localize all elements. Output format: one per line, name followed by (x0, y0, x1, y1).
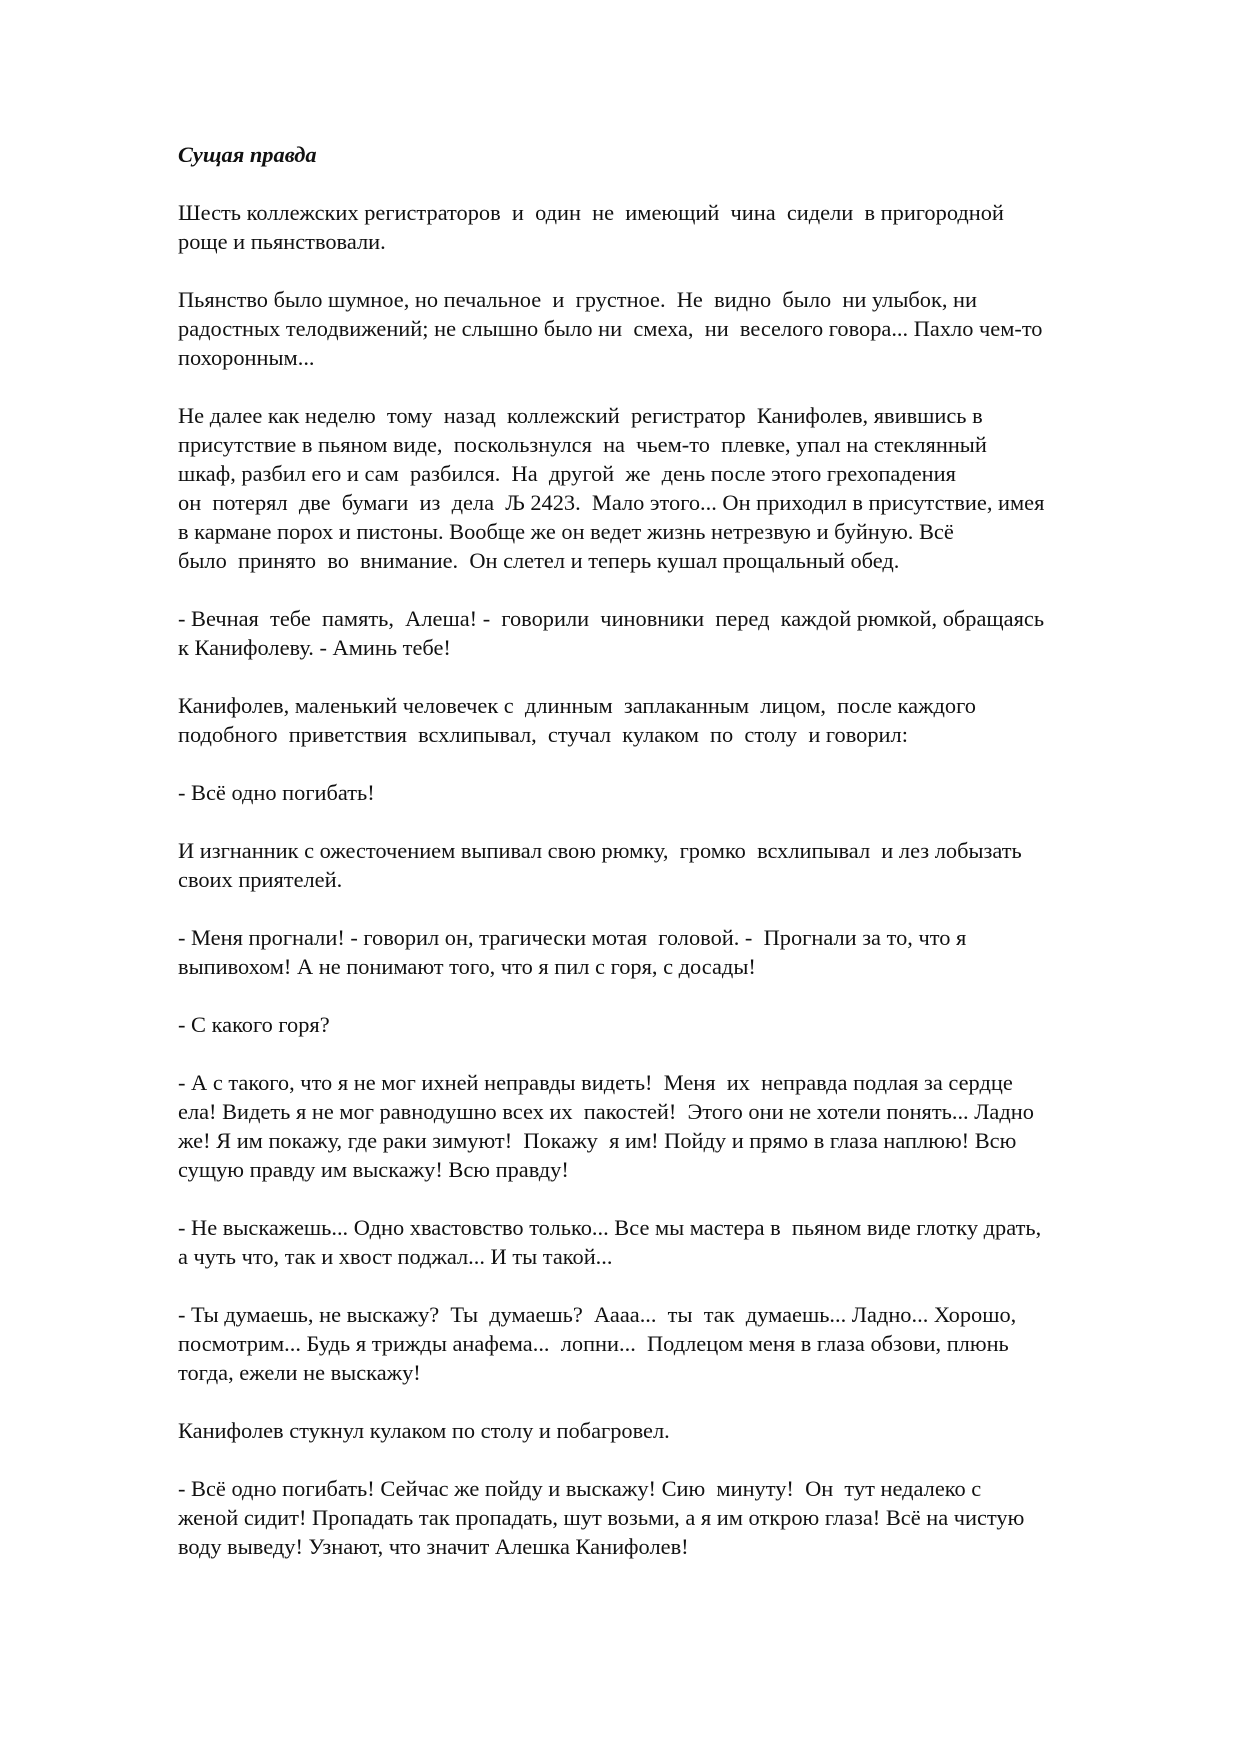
text-line: - Ты думаешь, не выскажу? Ты думаешь? Аааа... ты так думаешь... Ладно... Хорошо, (178, 1302, 1017, 1327)
text-line: - Меня прогнали! - говорил он, трагически мотая головой. - Прогнали за то, что я (178, 925, 967, 950)
paragraph (178, 285, 1158, 372)
text-line: присутствие в пьяном виде, поскользнулся на чьем-то плевке, упал на стеклянный (178, 432, 987, 457)
text-line: выпивохом! А не понимают того, что я пил с горя, с досады! (178, 954, 756, 979)
paragraph (178, 836, 1158, 894)
text-line: - А с такого, что я не мог ихней неправды видеть! Меня их неправда подлая за сердце (178, 1070, 1013, 1095)
text-line: ела! Видеть я не мог равнодушно всех их пакостей! Этого они не хотели понять... Ладно (178, 1099, 1034, 1124)
text-line: женой сидит! Пропадать так пропадать, шут возьми, а я им открою глаза! Всё на чистую (178, 1505, 1025, 1530)
paragraph (178, 1010, 1158, 1039)
text-line: же! Я им покажу, где раки зимуют! Покажу я им! Пойду и прямо в глаза наплюю! Всю (178, 1128, 1017, 1153)
paragraph (178, 1213, 1158, 1271)
document-title: Сущая правда (178, 142, 317, 167)
text-line: Не далее как неделю тому назад коллежский регистратор Канифолев, явившись в (178, 403, 983, 428)
text-line: И изгнанник с ожесточением выпивал свою рюмку, громко всхлипывал и лез лобызать (178, 838, 1022, 863)
paragraph (178, 923, 1158, 981)
text-line: шкаф, разбил его и сам разбился. На другой же день после этого грехопадения (178, 461, 956, 486)
text-line: радостных телодвижений; не слышно было ни смеха, ни веселого говора... Пахло чем-то (178, 316, 1043, 341)
text-line: - Не выскажешь... Одно хвастовство только... Все мы мастера в пьяном виде глотку драть, (178, 1215, 1042, 1240)
text-line: - Вечная тебе память, Алеша! - говорили чиновники перед каждой рюмкой, обращаясь (178, 606, 1045, 631)
text-line: к Канифолеву. - Аминь тебе! (178, 635, 451, 660)
text-line: Канифолев, маленький человечек с длинным заплаканным лицом, после каждого (178, 693, 976, 718)
text-line: Шесть коллежских регистраторов и один не имеющий чина сидели в пригородной (178, 200, 1004, 225)
paragraph (178, 1474, 1158, 1561)
text-line: Пьянство было шумное, но печальное и грустное. Не видно было ни улыбок, ни (178, 287, 977, 312)
paragraph (178, 604, 1158, 662)
text-line: роще и пьянствовали. (178, 229, 386, 254)
text-line: было принято во внимание. Он слетел и теперь кушал прощальный обед. (178, 548, 900, 573)
text-line: - Всё одно погибать! Сейчас же пойду и выскажу! Сию минуту! Он тут недалеко с (178, 1476, 982, 1501)
text-line: в кармане порох и пистоны. Вообще же он ведет жизнь нетрезвую и буйную. Всё (178, 519, 954, 544)
text-line: - Всё одно погибать! (178, 780, 375, 805)
text-line: своих приятелей. (178, 867, 343, 892)
paragraph (178, 691, 1158, 749)
paragraphs-container (178, 198, 1158, 1561)
text-line: тогда, ежели не выскажу! (178, 1360, 421, 1385)
text-line: сущую правду им выскажу! Всю правду! (178, 1157, 569, 1182)
text-line: - С какого горя? (178, 1012, 330, 1037)
text-line: он потерял две бумаги из дела Љ 2423. Мало этого... Он приходил в присутствие, имея (178, 490, 1045, 515)
paragraph (178, 1416, 1158, 1445)
text-line: а чуть что, так и хвост поджал... И ты такой... (178, 1244, 613, 1269)
paragraph (178, 1068, 1158, 1184)
paragraph (178, 401, 1158, 575)
text-line: похоронным... (178, 345, 315, 370)
text-line: подобного приветствия всхлипывал, стучал кулаком по столу и говорил: (178, 722, 908, 747)
document-body (178, 140, 1158, 1590)
paragraph (178, 778, 1158, 807)
paragraph (178, 1300, 1158, 1387)
text-line: Канифолев стукнул кулаком по столу и побагровел. (178, 1418, 670, 1443)
text-line: воду выведу! Узнают, что значит Алешка Канифолев! (178, 1534, 689, 1559)
text-line: посмотрим... Будь я трижды анафема... лопни... Подлецом меня в глаза обзови, плюнь (178, 1331, 1009, 1356)
paragraph (178, 198, 1158, 256)
